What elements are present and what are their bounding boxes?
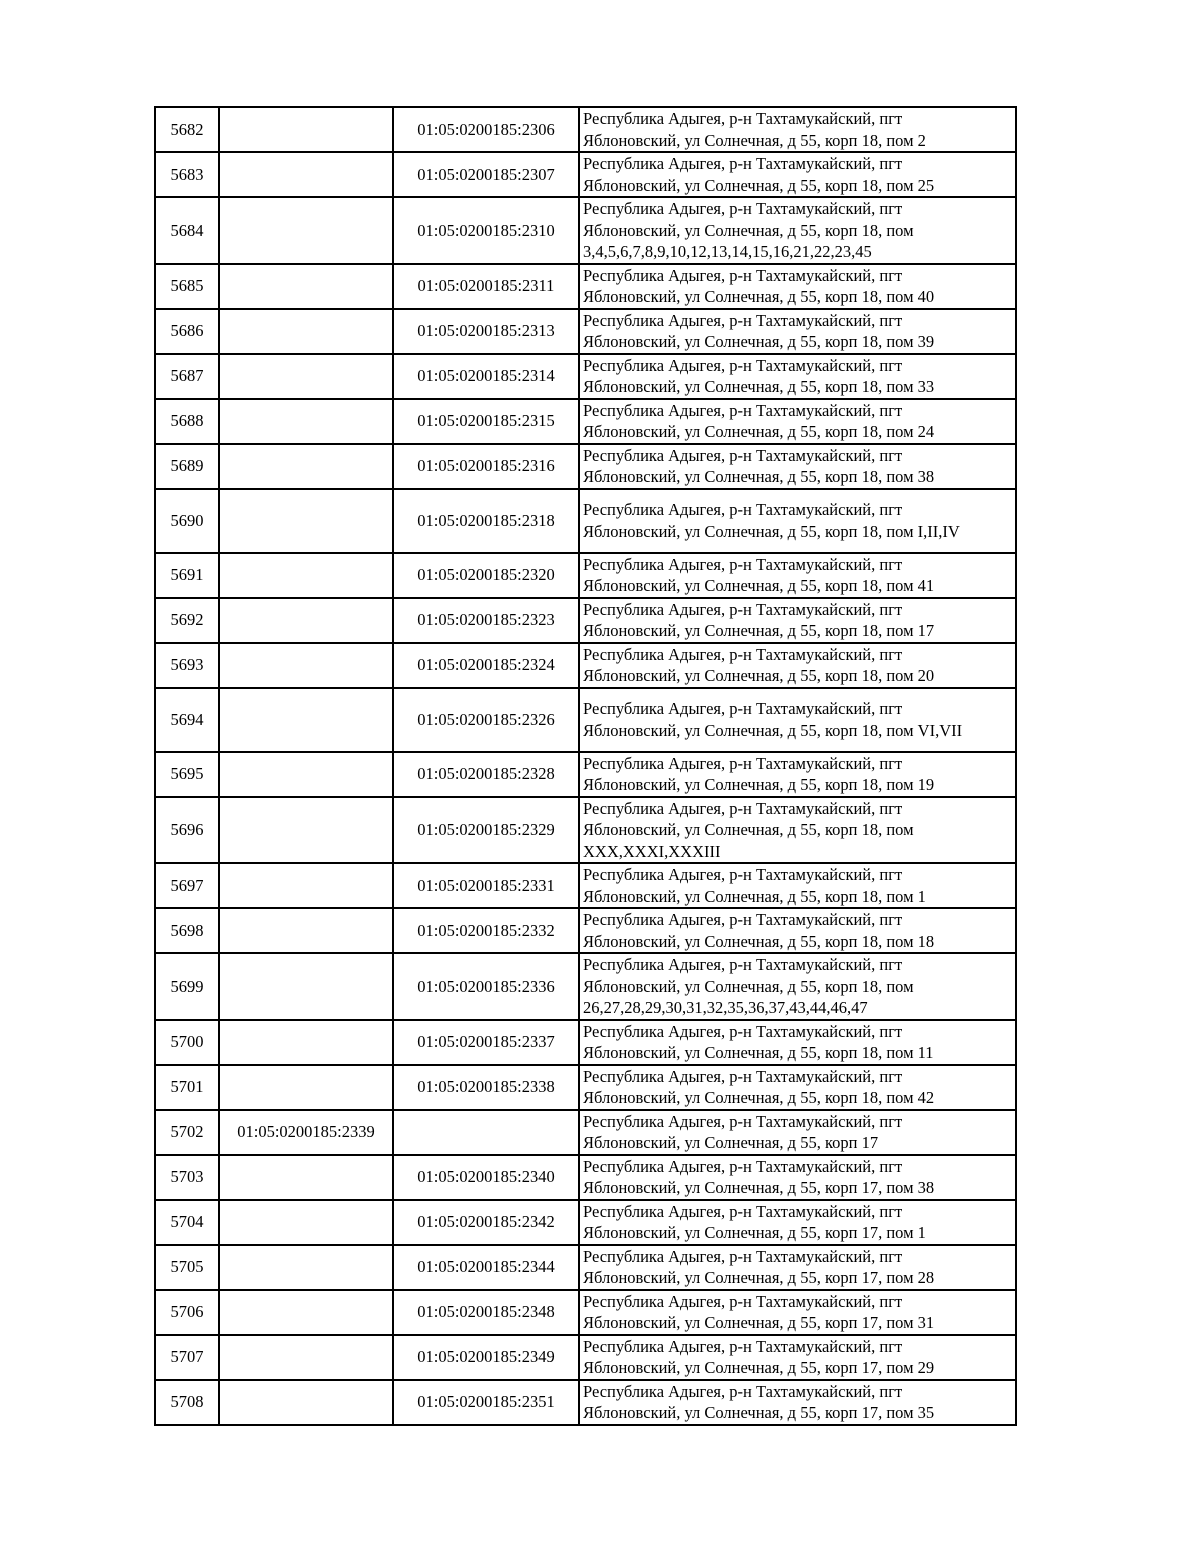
address-line: Республика Адыгея, р-н Тахтамукайский, пгт: [583, 599, 903, 619]
premises-cadastral-number-cell: 01:05:0200185:2307: [393, 152, 579, 197]
address-cell: [579, 489, 1016, 553]
row-number-cell: 5698: [155, 908, 219, 953]
table-row: [155, 354, 1016, 399]
address-cell: [579, 1110, 1016, 1155]
row-number-cell: 5684: [155, 197, 219, 264]
address-line: Республика Адыгея, р-н Тахтамукайский, пгт: [583, 699, 903, 718]
building-cadastral-number-cell: [219, 598, 393, 643]
table-row: [155, 1245, 1016, 1290]
row-number-cell: 5706: [155, 1290, 219, 1335]
building-cadastral-number-cell: [219, 908, 393, 953]
building-cadastral-number-cell: [219, 107, 393, 152]
cadastral-table: [154, 106, 1017, 1426]
address-line: Яблоновский, ул Солнечная, д 55, корп 17: [583, 1133, 879, 1152]
address-line: Яблоновский, ул Солнечная, д 55, корп 18, пом 39: [583, 332, 935, 351]
building-cadastral-number-cell: [219, 399, 393, 444]
address-line: Республика Адыгея, р-н Тахтамукайский, пгт: [583, 1156, 903, 1176]
address-line: Республика Адыгея, р-н Тахтамукайский, пгт: [583, 865, 903, 884]
table-row: [155, 553, 1016, 598]
table-row: [155, 1380, 1016, 1425]
address-cell: [579, 953, 1016, 1020]
building-cadastral-number-cell: [219, 197, 393, 264]
address-line: Яблоновский, ул Солнечная, д 55, корп 18, пом 20: [583, 666, 935, 685]
address-line: Яблоновский, ул Солнечная, д 55, корп 17, пом 31: [583, 1313, 935, 1332]
address-line: Яблоновский, ул Солнечная, д 55, корп 18, пом VI,VII: [583, 720, 963, 740]
premises-cadastral-number-cell: 01:05:0200185:2328: [393, 752, 579, 797]
row-number-cell: 5691: [155, 553, 219, 598]
premises-cadastral-number-cell: 01:05:0200185:2332: [393, 908, 579, 953]
row-number-cell: 5707: [155, 1335, 219, 1380]
address-line: Яблоновский, ул Солнечная, д 55, корп 17, пом 35: [583, 1403, 935, 1422]
address-line: Яблоновский, ул Солнечная, д 55, корп 17, пом 28: [583, 1268, 935, 1287]
address-line: Яблоновский, ул Солнечная, д 55, корп 18, пом 17: [583, 621, 935, 640]
address-line: Яблоновский, ул Солнечная, д 55, корп 17, пом 29: [583, 1358, 935, 1377]
address-line: Республика Адыгея, р-н Тахтамукайский, пгт: [583, 1336, 903, 1356]
row-number-cell: 5697: [155, 863, 219, 908]
address-line: Республика Адыгея, р-н Тахтамукайский, пгт: [583, 400, 903, 420]
table-row: [155, 863, 1016, 908]
address-cell: [579, 1020, 1016, 1065]
premises-cadastral-number-cell: 01:05:0200185:2351: [393, 1380, 579, 1425]
address-line: Республика Адыгея, р-н Тахтамукайский, пгт: [583, 500, 903, 519]
address-line: Республика Адыгея, р-н Тахтамукайский, пгт: [583, 355, 903, 375]
premises-cadastral-number-cell: 01:05:0200185:2313: [393, 309, 579, 354]
table-row: [155, 1200, 1016, 1245]
address-cell: [579, 643, 1016, 688]
address-line: XXX,XXXI,XXXIII: [583, 841, 721, 861]
table-row: [155, 598, 1016, 643]
address-cell: [579, 354, 1016, 399]
table-row: [155, 752, 1016, 797]
premises-cadastral-number-cell: 01:05:0200185:2326: [393, 688, 579, 752]
address-line: Республика Адыгея, р-н Тахтамукайский, пгт: [583, 1066, 903, 1086]
building-cadastral-number-cell: [219, 752, 393, 797]
premises-cadastral-number-cell: 01:05:0200185:2316: [393, 444, 579, 489]
premises-cadastral-number-cell: 01:05:0200185:2320: [393, 553, 579, 598]
address-line: Республика Адыгея, р-н Тахтамукайский, пгт: [583, 554, 903, 574]
address-cell: [579, 444, 1016, 489]
address-line: Яблоновский, ул Солнечная, д 55, корп 18, пом I,II,IV: [583, 521, 960, 541]
premises-cadastral-number-cell: 01:05:0200185:2342: [393, 1200, 579, 1245]
table-row: [155, 688, 1016, 752]
building-cadastral-number-cell: [219, 1380, 393, 1425]
row-number-cell: 5700: [155, 1020, 219, 1065]
table-row: [155, 1155, 1016, 1200]
address-line: Яблоновский, ул Солнечная, д 55, корп 18, пом 42: [583, 1088, 935, 1107]
address-line: Яблоновский, ул Солнечная, д 55, корп 17, пом 1: [583, 1223, 926, 1242]
row-number-cell: 5695: [155, 752, 219, 797]
address-line: Республика Адыгея, р-н Тахтамукайский, пгт: [583, 109, 903, 128]
address-line: Яблоновский, ул Солнечная, д 55, корп 18, пом 11: [583, 1043, 934, 1062]
table-row: [155, 1020, 1016, 1065]
building-cadastral-number-cell: [219, 797, 393, 864]
address-line: Яблоновский, ул Солнечная, д 55, корп 18, пом 24: [583, 422, 935, 441]
building-cadastral-number-cell: [219, 953, 393, 1020]
building-cadastral-number-cell: [219, 688, 393, 752]
address-cell: [579, 399, 1016, 444]
premises-cadastral-number-cell: 01:05:0200185:2311: [393, 264, 579, 309]
premises-cadastral-number-cell: 01:05:0200185:2329: [393, 797, 579, 864]
address-line: Республика Адыгея, р-н Тахтамукайский, пгт: [583, 310, 903, 330]
premises-cadastral-number-cell: 01:05:0200185:2338: [393, 1065, 579, 1110]
address-line: Яблоновский, ул Солнечная, д 55, корп 18, пом: [583, 220, 914, 240]
premises-cadastral-number-cell: 01:05:0200185:2314: [393, 354, 579, 399]
building-cadastral-number-cell: [219, 1245, 393, 1290]
premises-cadastral-number-cell: 01:05:0200185:2306: [393, 107, 579, 152]
premises-cadastral-number-cell: 01:05:0200185:2348: [393, 1290, 579, 1335]
address-line: Республика Адыгея, р-н Тахтамукайский, пгт: [583, 1291, 903, 1311]
address-line: Республика Адыгея, р-н Тахтамукайский, пгт: [583, 1111, 903, 1131]
address-cell: [579, 1200, 1016, 1245]
row-number-cell: 5682: [155, 107, 219, 152]
row-number-cell: 5683: [155, 152, 219, 197]
address-cell: [579, 752, 1016, 797]
row-number-cell: 5701: [155, 1065, 219, 1110]
address-cell: [579, 1065, 1016, 1110]
table-row: [155, 953, 1016, 1020]
address-cell: [579, 309, 1016, 354]
address-line: 26,27,28,29,30,31,32,35,36,37,43,44,46,47: [583, 998, 868, 1017]
table-row: [155, 908, 1016, 953]
premises-cadastral-number-cell: 01:05:0200185:2337: [393, 1020, 579, 1065]
address-line: Яблоновский, ул Солнечная, д 55, корп 18, пом 18: [583, 931, 935, 951]
building-cadastral-number-cell: 01:05:0200185:2339: [219, 1110, 393, 1155]
address-line: Республика Адыгея, р-н Тахтамукайский, пгт: [583, 265, 903, 285]
address-line: Яблоновский, ул Солнечная, д 55, корп 18, пом 19: [583, 775, 935, 794]
row-number-cell: 5685: [155, 264, 219, 309]
premises-cadastral-number-cell: 01:05:0200185:2336: [393, 953, 579, 1020]
address-line: Яблоновский, ул Солнечная, д 55, корп 18, пом 41: [583, 576, 935, 595]
address-cell: [579, 688, 1016, 752]
address-line: Республика Адыгея, р-н Тахтамукайский, пгт: [583, 955, 903, 974]
address-cell: [579, 863, 1016, 908]
address-line: Республика Адыгея, р-н Тахтамукайский, пгт: [583, 1381, 903, 1401]
row-number-cell: 5693: [155, 643, 219, 688]
premises-cadastral-number-cell: 01:05:0200185:2310: [393, 197, 579, 264]
building-cadastral-number-cell: [219, 1065, 393, 1110]
premises-cadastral-number-cell: 01:05:0200185:2318: [393, 489, 579, 553]
address-cell: [579, 908, 1016, 953]
address-line: Яблоновский, ул Солнечная, д 55, корп 18, пом: [583, 820, 914, 839]
premises-cadastral-number-cell: 01:05:0200185:2324: [393, 643, 579, 688]
row-number-cell: 5688: [155, 399, 219, 444]
address-line: Республика Адыгея, р-н Тахтамукайский, пгт: [583, 1021, 903, 1041]
building-cadastral-number-cell: [219, 489, 393, 553]
table-row: [155, 797, 1016, 864]
premises-cadastral-number-cell: 01:05:0200185:2340: [393, 1155, 579, 1200]
address-line: Республика Адыгея, р-н Тахтамукайский, пгт: [583, 154, 903, 173]
address-cell: [579, 598, 1016, 643]
address-line: Республика Адыгея, р-н Тахтамукайский, пгт: [583, 1246, 903, 1266]
address-cell: [579, 1290, 1016, 1335]
address-cell: [579, 1335, 1016, 1380]
building-cadastral-number-cell: [219, 309, 393, 354]
address-line: Республика Адыгея, р-н Тахтамукайский, пгт: [583, 798, 903, 818]
address-line: Яблоновский, ул Солнечная, д 55, корп 17, пом 38: [583, 1178, 935, 1197]
address-line: Республика Адыгея, р-н Тахтамукайский, пгт: [583, 445, 903, 465]
building-cadastral-number-cell: [219, 1155, 393, 1200]
address-line: Яблоновский, ул Солнечная, д 55, корп 18, пом: [583, 976, 914, 996]
address-cell: [579, 553, 1016, 598]
address-cell: [579, 1380, 1016, 1425]
row-number-cell: 5704: [155, 1200, 219, 1245]
premises-cadastral-number-cell: 01:05:0200185:2349: [393, 1335, 579, 1380]
table-row: [155, 1065, 1016, 1110]
address-line: Республика Адыгея, р-н Тахтамукайский, пгт: [583, 199, 903, 218]
address-line: Республика Адыгея, р-н Тахтамукайский, пгт: [583, 753, 903, 773]
address-cell: [579, 797, 1016, 864]
address-line: Яблоновский, ул Солнечная, д 55, корп 18, пом 33: [583, 377, 935, 396]
address-line: Яблоновский, ул Солнечная, д 55, корп 18, пом 1: [583, 886, 926, 906]
table-row: [155, 152, 1016, 197]
table-row: [155, 1290, 1016, 1335]
row-number-cell: 5690: [155, 489, 219, 553]
row-number-cell: 5692: [155, 598, 219, 643]
address-line: Яблоновский, ул Солнечная, д 55, корп 18, пом 40: [583, 287, 935, 306]
table-row: [155, 444, 1016, 489]
building-cadastral-number-cell: [219, 354, 393, 399]
address-line: Яблоновский, ул Солнечная, д 55, корп 18, пом 38: [583, 467, 935, 486]
building-cadastral-number-cell: [219, 444, 393, 489]
building-cadastral-number-cell: [219, 1200, 393, 1245]
table-row: [155, 264, 1016, 309]
table-row: [155, 399, 1016, 444]
table-row: [155, 107, 1016, 152]
address-cell: [579, 197, 1016, 264]
row-number-cell: 5694: [155, 688, 219, 752]
building-cadastral-number-cell: [219, 1290, 393, 1335]
table-row: [155, 309, 1016, 354]
address-cell: [579, 264, 1016, 309]
table-body: [155, 107, 1016, 1425]
address-line: Яблоновский, ул Солнечная, д 55, корп 18, пом 25: [583, 175, 935, 195]
premises-cadastral-number-cell: 01:05:0200185:2344: [393, 1245, 579, 1290]
building-cadastral-number-cell: [219, 152, 393, 197]
address-line: Республика Адыгея, р-н Тахтамукайский, пгт: [583, 1201, 903, 1221]
address-cell: [579, 107, 1016, 152]
table-row: [155, 1335, 1016, 1380]
row-number-cell: 5699: [155, 953, 219, 1020]
building-cadastral-number-cell: [219, 1020, 393, 1065]
row-number-cell: 5689: [155, 444, 219, 489]
building-cadastral-number-cell: [219, 1335, 393, 1380]
table-row: [155, 1110, 1016, 1155]
address-line: 3,4,5,6,7,8,9,10,12,13,14,15,16,21,22,23,45: [583, 242, 872, 261]
row-number-cell: 5708: [155, 1380, 219, 1425]
row-number-cell: 5696: [155, 797, 219, 864]
table-row: [155, 489, 1016, 553]
table-row: [155, 643, 1016, 688]
building-cadastral-number-cell: [219, 863, 393, 908]
address-line: Республика Адыгея, р-н Тахтамукайский, пгт: [583, 910, 903, 929]
row-number-cell: 5703: [155, 1155, 219, 1200]
table-row: [155, 197, 1016, 264]
row-number-cell: 5687: [155, 354, 219, 399]
address-line: Яблоновский, ул Солнечная, д 55, корп 18, пом 2: [583, 130, 926, 150]
building-cadastral-number-cell: [219, 264, 393, 309]
building-cadastral-number-cell: [219, 553, 393, 598]
row-number-cell: 5686: [155, 309, 219, 354]
premises-cadastral-number-cell: 01:05:0200185:2323: [393, 598, 579, 643]
address-line: Республика Адыгея, р-н Тахтамукайский, пгт: [583, 644, 903, 664]
premises-cadastral-number-cell: [393, 1110, 579, 1155]
address-cell: [579, 1245, 1016, 1290]
row-number-cell: 5702: [155, 1110, 219, 1155]
premises-cadastral-number-cell: 01:05:0200185:2315: [393, 399, 579, 444]
address-cell: [579, 1155, 1016, 1200]
address-cell: [579, 152, 1016, 197]
building-cadastral-number-cell: [219, 643, 393, 688]
row-number-cell: 5705: [155, 1245, 219, 1290]
premises-cadastral-number-cell: 01:05:0200185:2331: [393, 863, 579, 908]
